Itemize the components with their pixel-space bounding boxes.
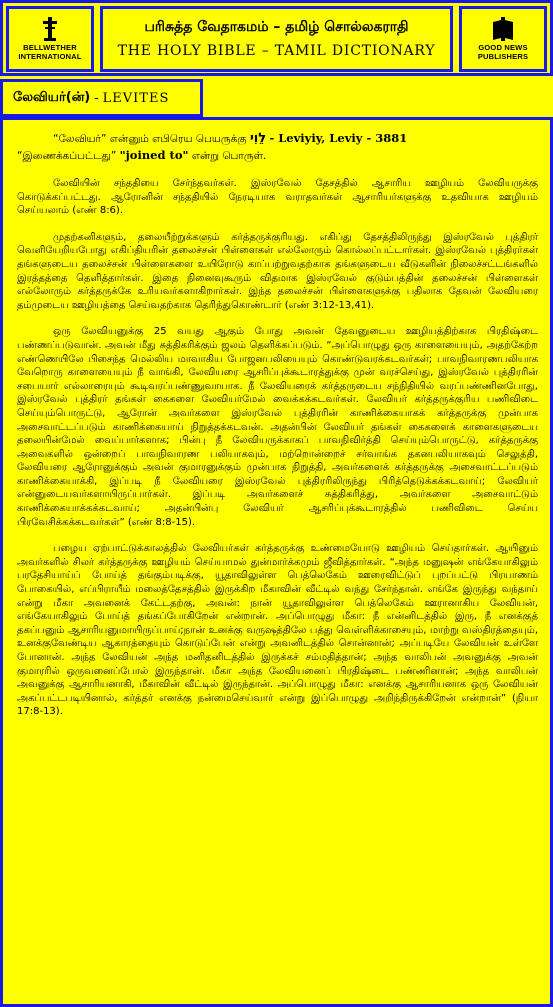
bellwether-ram-icon (38, 16, 62, 42)
etymology-text: “லேவியர்” என்னும் எபிரெய பெயருக்கு (53, 133, 247, 145)
hebrew-word: לֵוִי (249, 131, 267, 146)
bellwether-logo[interactable] (6, 6, 94, 72)
dictionary-title (100, 6, 453, 72)
entry-separator: - (94, 90, 99, 106)
title-tamil: பரிசுத்த வேதாகமம் – தமிழ் சொல்லகராதி (144, 19, 409, 35)
meaning-suffix: என்று பொருள். (191, 150, 267, 162)
bellwether-logo-text: BELLWETHER INTERNATIONAL (18, 43, 82, 61)
paragraph-micah-levite: பழைய ஏற்பாட்டுக்காலத்தில் லேவியர்கள் கர்த்தருக்கு உண்மையோடு ஊழியம் செய்தார்கள். ஆயினும் அவர்களில் சிலர் கர்த்தருக்கு ஊழியம் செய்யாமல் துன்மார்க்கமும் ஜீவித்தார்கள். “அந்த மனுஷன் எங்கேயாகிலும் பரதேசியாய்ப் போய்த் தங்கும்படிக்கு, யூதாவிலுள்ள பெத்லெகேம் ஊரைவிட்டுப் புறப்பட்டு பிரயாணம் போகையில், எப்பிராயீம் மலைத்தேசத்தில் இருக்கிற மீகாவின் வீட்டில் வந்து சேர்ந்தான். எங்கே இருந்து வந்தாய் என்று மீகா அவனைக் கேட்டதற்கு, அவன்: நான் யூதாவிலுள்ள பெத்லெகேம் ஊரானாகிய லேவியன், எங்கேயாகிலும் போய்த் தங்கப்போகிறேன் என்றான். அப்பொழுது மீகா: நீ என்னிடத்தில் இரு, நீ எனக்குத் தகப்பனும் ஆசாரியனுமாயிருப்பாய்;நான் உனக்கு வருஷத்திலே பத்து வெள்ளிக்காசையும், மாற்று வஸ்திரத்தையும், உனக்குவேண்டிய ஆகாரத்தையும் கொடுப்பேன் என்று அவனிடத்தில் சொன்னான்; அப்படியே லேவியன் உள்ளே போனான். அந்த லேவியன் அந்த மனிதனிடத்தில் இருக்கச் சம்மதித்தான்; அந்த வாலிபன் அவனுக்கு அவன் குமாரரில் ஒருவனைப்போல் இருந்தான். மீகா அந்த லேவியனைப் பிரதிஷ்டை பண்ணினான்; அந்த வாலிபன் அவனுக்கு ஆசாரியனாகி, மீகாவின் வீட்டில் இருந்தான். அப்பொழுது மீகா: எனக்கு ஆசாரியனாக ஒரு லேவியன் அகப்பட்டபடியினால், கர்த்தர் எனக்கு நன்மைசெய்வார் என்று இப்பொழுது அறிந்திருக்கிறேன் என்றான்” (நியா 17:8-13). (17, 543, 538, 718)
transliteration: - Leviyiy, Leviy - 3881 (269, 131, 408, 145)
title-english: THE HOLY BIBLE – TAMIL DICTIONARY (117, 43, 436, 59)
definition-body (0, 117, 553, 1007)
open-book-icon (491, 16, 515, 42)
good-news-logo[interactable] (459, 6, 547, 72)
entry-word-tamil: லேவியர்(ன்) (13, 90, 91, 105)
meaning-tamil: “இணைக்கப்பட்டது” (17, 150, 117, 162)
paragraph-consecration: ஒரு லேவியனுக்கு 25 வயது ஆகும் போது அவன் தேவனுடைய ஊழியத்திற்காக பிரதிஷ்டை பண்ணப்படுவான். அவன் மீது சுத்திகரிக்கும் ஜலம் தெளிக்கப்படும். “அப்பொழுது ஒரு காளையையும், அதற்கேற்ற எண்ணெயிலே பிசைந்த மெல்லிய மாவாகிய போஜனபலியையும் கொண்டுவரக்கடவர்கள்; பாவநிவாரணபலியாக வேறொரு காளையையும் நீ வாங்கி, லேவியரை ஆசரிப்புக்கூடாரத்துக்கு முன் வரச்செய்து, இஸ்ரவேல் புத்திரரின் சபையார் எல்லாரையும் கூடிவரப்பண்ணுவாயாக. நீ லேவியரைக் கர்த்தருடைய சந்நிதியில் வரப்பண்ணினபோது, இஸ்ரவேல் புத்திரர் தங்கள் கைகளை லேவியர்மேல் வைக்கக்கடவர்கள். லேவியர் கர்த்தருக்குரிய பணிவிடை செய்யும்பொருட்டு, ஆரோன் அவர்களை இஸ்ரவேல் புத்திரரின் காணிக்கையாகக் கர்த்தருக்கு முன்பாக அசைவாட்டப்படும் காணிக்கையாய் நிறுத்தக்கடவன். அதன்பின் லேவியர் தங்கள் கைகளைக் காளைகளுடைய தலையின்மேல் வைப்பார்களாக; பின்பு நீ லேவியருக்காகப் பாவநிவிர்த்தி செய்யும்பொருட்டு, கர்த்தருக்கு அவைகளில் ஒன்றைப் பாவநிவாரண பலியாகவும், மற்றொன்றைச் சர்வாங்க தகனபலியாகவும் செலுத்தி, லேவியரை ஆரோனுக்கும் அவன் குமாரனுக்கும் முன்பாக நிறுத்தி, அவர்களைக் கர்த்தருக்கு அசைவாட்டப்படும் காணிக்கையாக்கி, இப்படி நீ லேவியரை இஸ்ரவேல் புத்திரரிலிருந்து பிரித்தெடுக்கக்கடவாய்; லேவியர் என்னுடையவர்களாயிருப்பார்கள். இப்படி அவர்களைச் சுத்திகரித்து, அவர்களை அசைவாட்டும் காணிக்கையாக்கக்கடவாய்; அதன்பின்பு லேவியர் ஆசரிப்புக்கூடாரத்தில் பணிவிடை செய்ய பிரவேசிக்கக்கடவர்கள்” (எண் 8:8-15). (17, 326, 538, 528)
entry-word-english: LEVITES (102, 90, 170, 106)
paragraph-lineage: லேவியின் சந்ததியை சேர்ந்தவர்கள். இஸ்ரவேல் தேசத்தில் ஆசாரிய ஊழியம் லேவியருக்கு கொடுக்கப்பட்டது. ஆரோனின் சந்ததியில் நேரடியாக வராதவர்கள் ஆசாரியர்களுக்கு உதவியாக ஊழியம் செய்யலாம் (எண் 8:6). (17, 178, 538, 217)
entry-heading (0, 79, 203, 117)
meaning-english: "joined to" (119, 148, 189, 162)
paragraph-firstborn: முதற்கனிகளும், தலையீற்றுக்களும் கர்த்தருக்குரியது. எகிப்து தேசத்திலிருந்து இஸ்ரவேல் புத்திரர் வெளியேறியபோது எகிப்தியரின் தலைச்சன் பிள்ளைகள் எல்லோரும் கொல்லப்பட்டார்கள். இஸ்ரவேல் புத்திரர்கள் தங்களுடைய தலைச்சன் பிள்ளைகளை உயிரோடு காப்பற்றுவதற்காக தங்களுடைய வீடுகளின் நிலைச்சட்டங்களில் இரத்தத்தை தெளித்தார்கள். இதை நினைவுகூரும் விதமாக இஸ்ரவேல் குடும்பத்தின் தலைச்சன் பிள்ளைகள் எல்லோரும் கர்த்தருக்கே உரியவர்களாகிறார்கள். இந்த தலைச்சன் பிள்ளைகளுக்கு பதிலாக தேவன் லேவியரை தம்முடைய ஊழியத்தை செய்வதற்காக தெரிந்துகொண்டார் (எண் 3:12-13,41). (17, 231, 538, 311)
header-banner (0, 0, 553, 76)
good-news-logo-text: GOOD NEWS PUBLISHERS (477, 43, 529, 61)
etymology-paragraph (17, 130, 538, 164)
